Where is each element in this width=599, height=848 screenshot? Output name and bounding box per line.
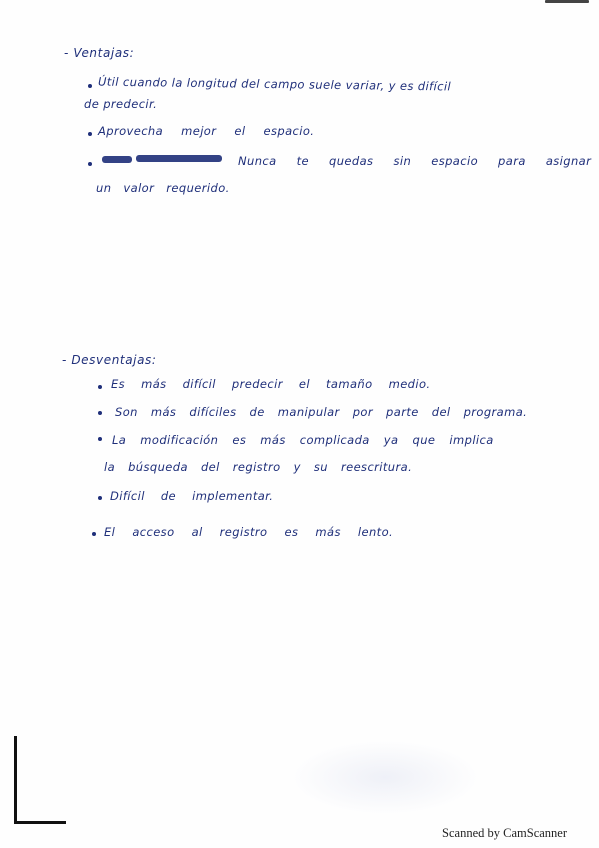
ventajas-item-3-line-2: un valor requerido.: [96, 181, 230, 195]
corner-bracket-horizontal: [14, 821, 66, 824]
bleed-through-smudge: [290, 740, 480, 815]
desventajas-item-4-line-1: Difícil de implementar.: [110, 489, 274, 503]
bullet-dot: [98, 496, 102, 500]
bullet-dot: [88, 132, 92, 136]
ventajas-item-3-line-1: Nunca te quedas sin espacio para asignar: [238, 154, 592, 168]
ventajas-heading: - Ventajas:: [64, 46, 135, 60]
camscanner-watermark: Scanned by CamScanner: [442, 826, 567, 840]
ventajas-item-1-line-2: de predecir.: [84, 97, 158, 111]
crossed-out-word: [102, 156, 132, 163]
ventajas-item-2-line-1: Aprovecha mejor el espacio.: [98, 124, 315, 138]
bullet-dot: [98, 411, 102, 415]
ventajas-item-1-line-1: Útil cuando la longitud del campo suele variar, y es difícil: [97, 74, 452, 94]
desventajas-item-3-line-1: La modificación es más complicada ya que implica: [112, 433, 494, 447]
bullet-dot: [98, 437, 102, 441]
bullet-dot: [88, 162, 92, 166]
desventajas-item-3-line-2: la búsqueda del registro y su reescritura.: [104, 460, 413, 474]
corner-bracket-vertical: [14, 736, 17, 824]
desventajas-item-1-line-1: Es más difícil predecir el tamaño medio.: [111, 377, 431, 391]
desventajas-heading: - Desventajas:: [62, 353, 157, 367]
scan-edge-mark: [545, 0, 589, 3]
bullet-dot: [98, 385, 102, 389]
desventajas-item-2-line-1: Son más difíciles de manipular por parte del programa.: [115, 405, 528, 419]
crossed-out-word: [136, 155, 222, 162]
desventajas-item-5-line-1: El acceso al registro es más lento.: [104, 525, 394, 539]
bullet-dot: [92, 532, 96, 536]
bullet-dot: [88, 84, 92, 88]
